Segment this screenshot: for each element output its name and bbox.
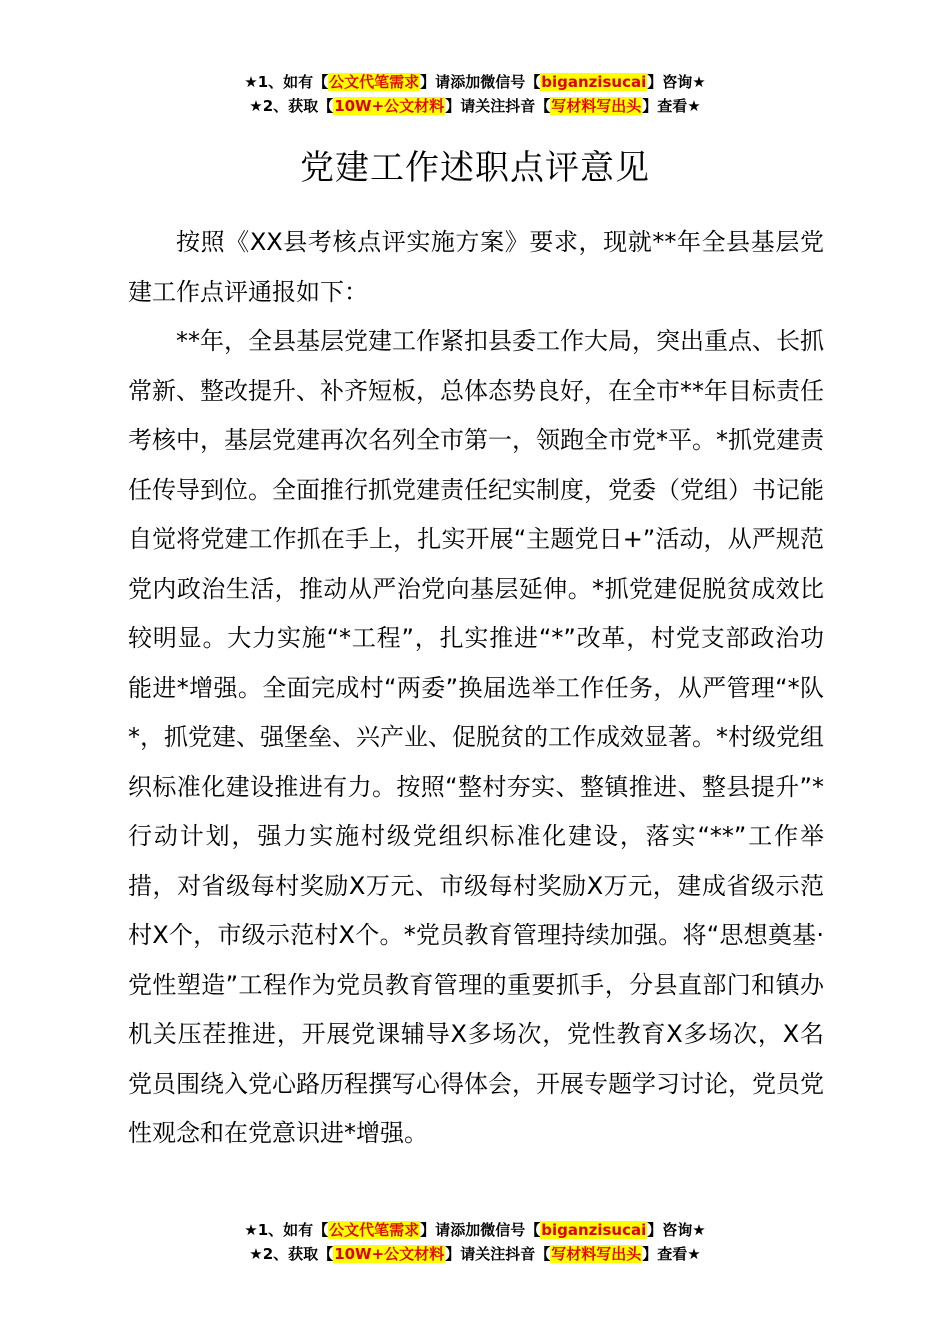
body-paragraph: **年，全县基层党建工作紧扣县委工作大局，突出重点、长抓常新、整改提升、补齐短板，总体态势良好，在全市**年目标责任考核中，基层党建再次名列全市第一，领跑全市党*平。*抓党建责任传导到位。全面推行抓党建责任纪实制度，党委（党组）书记能自觉将党建工作抓在手上，扎实开展“主题党日+”活动，从严规范党内政治生活，推动从严治党向基层延伸。*抓党建促脱贫成效比较明显。大力实施“*工程”，扎实推进“*”改革，村党支部政治功能进*增强。全面完成村“两委”换届选举工作任务，从严管理“*队*，抓党建、强堡垒、兴产业、促脱贫的工作成效显著。*村级党组织标准化建设推进有力。按照“整村夯实、整镇推进、整县提升”*行动计划，强力实施村级党组织标准化建设，落实“**”工作举措，对省级每村奖励X万元、市级每村奖励X万元，建成省级示范村X个，市级示范村X个。*党员教育管理持续加强。将“思想奠基·党性塑造”工程作为党员教育管理的重要抓手，分县直部门和镇办机关压茬推进，开展党课辅导X多场次，党性教育X多场次，X名党员围绕入党心路历程撰写心得体会，开展专题学习讨论，党员党性观念和在党意识进*增强。 (128, 327, 824, 1147)
promo-text: ★1、如有【 (244, 73, 329, 91)
promo-text: 】咨询★ (647, 1221, 706, 1239)
promo-text: 】请 (420, 73, 451, 91)
promo-text: 抖音【 (505, 1245, 551, 1263)
promo-text: 】请 (445, 1245, 476, 1263)
promo-line-1 (0, 70, 950, 94)
promo-text: 微信号【 (480, 1221, 541, 1239)
promo-text: 添加 (450, 73, 481, 91)
document-title: 党建工作述职点评意见 (300, 148, 650, 188)
highlight-text: 公文代笔需求 (329, 73, 420, 91)
promo-text: 微信号【 (480, 73, 541, 91)
document-body (128, 218, 824, 1159)
highlight-text: 10W+公文材料 (334, 97, 445, 115)
promo-line-2 (0, 94, 950, 118)
body-paragraph: 按照《XX县考核点评实施方案》要求，现就**年全县基层党建工作点评通报如下： (128, 228, 824, 306)
promo-text: ★2、获取【 (249, 97, 334, 115)
highlight-text: biganzisucai (541, 1221, 647, 1239)
promo-text: 关注 (475, 97, 506, 115)
highlight-text: 写材料写出头 (551, 97, 642, 115)
highlight-text: biganzisucai (541, 73, 647, 91)
promo-text: 】请 (420, 1221, 451, 1239)
promo-text: ★1、如有【 (244, 1221, 329, 1239)
promo-banner-top (0, 70, 950, 118)
promo-line-2 (0, 1242, 950, 1266)
promo-banner-bottom (0, 1218, 950, 1266)
promo-text: 】咨询★ (647, 73, 706, 91)
promo-text: ★2、获取【 (249, 1245, 334, 1263)
promo-text: 抖音【 (505, 97, 551, 115)
promo-text: 添加 (450, 1221, 481, 1239)
highlight-text: 公文代笔需求 (329, 1221, 420, 1239)
highlight-text: 写材料写出头 (551, 1245, 642, 1263)
promo-text: 】查看★ (642, 97, 701, 115)
promo-text: 】请 (445, 97, 476, 115)
promo-text: 关注 (475, 1245, 506, 1263)
promo-line-1 (0, 1218, 950, 1242)
highlight-text: 10W+公文材料 (334, 1245, 445, 1263)
promo-text: 】查看★ (642, 1245, 701, 1263)
